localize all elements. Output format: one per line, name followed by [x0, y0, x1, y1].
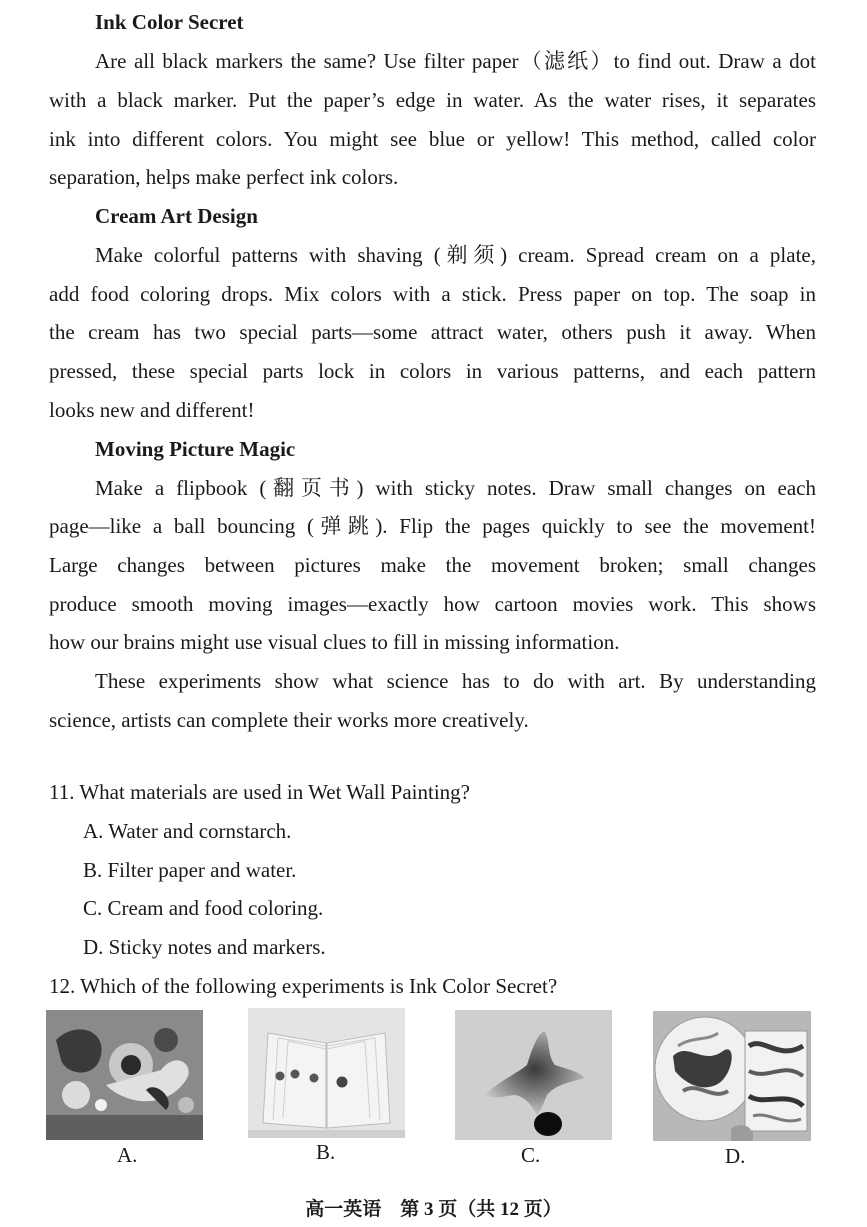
paragraph-line: looks new and different!: [49, 398, 255, 422]
paragraph-line: the cream has two special parts—some attract water, others push it away. When: [49, 320, 816, 344]
paragraph-line: how our brains might use visual clues to fill in missing information.: [49, 630, 620, 654]
paragraph-line: These experiments show what science has to do with art. By understanding: [95, 669, 816, 693]
page-footer: 高一英语 第 3 页（共 12 页）: [305, 1199, 562, 1220]
question-11-option-a: A. Water and cornstarch.: [83, 819, 292, 843]
question-11-option-c: C. Cream and food coloring.: [83, 896, 324, 920]
picture-b-label: B.: [316, 1140, 336, 1164]
paragraph-line: Make colorful patterns with shaving (剃须) cream. Spread cream on a plate,: [95, 243, 816, 267]
picture-d-cream-art: [653, 1011, 811, 1141]
paragraph-line: Large changes between pictures make the movement broken; small changes: [49, 553, 816, 577]
paragraph-line: page—like a ball bouncing (弹跳). Flip the pages quickly to see the movement!: [49, 514, 816, 538]
question-11-stem: 11. What materials are used in Wet Wall Painting?: [49, 780, 470, 804]
picture-c-label: C.: [521, 1143, 541, 1167]
paragraph-line: ink into different colors. You might see blue or yellow! This method, called color: [49, 127, 816, 151]
heading-ink-color-secret: Ink Color Secret: [95, 10, 244, 34]
question-11-option-d: D. Sticky notes and markers.: [83, 935, 326, 959]
picture-c-ink-chromatography: [455, 1010, 612, 1140]
picture-d-label: D.: [725, 1144, 746, 1168]
picture-b-flipbook: [248, 1008, 405, 1138]
paragraph-line: with a black marker. Put the paper’s edge in water. As the water rises, it separates: [49, 88, 816, 112]
heading-cream-art-design: Cream Art Design: [95, 204, 258, 228]
paragraph-line: produce smooth moving images—exactly how cartoon movies work. This shows: [49, 592, 816, 616]
picture-a-graffiti-wall: [46, 1010, 203, 1140]
paragraph-line: science, artists can complete their works more creatively.: [49, 708, 529, 732]
paragraph-line: add food coloring drops. Mix colors with a stick. Press paper on top. The soap in: [49, 282, 816, 306]
paragraph-line: Make a flipbook (翻页书) with sticky notes. Draw small changes on each: [95, 476, 816, 500]
picture-a-label: A.: [117, 1143, 138, 1167]
question-12-stem: 12. Which of the following experiments is Ink Color Secret?: [49, 974, 558, 998]
paragraph-line: separation, helps make perfect ink colors.: [49, 165, 399, 189]
heading-moving-picture-magic: Moving Picture Magic: [95, 437, 296, 461]
paragraph-line: pressed, these special parts lock in colors in various patterns, and each pattern: [49, 359, 816, 383]
paragraph-line: Are all black markers the same? Use filter paper（滤纸）to find out. Draw a dot: [95, 49, 816, 73]
question-11-option-b: B. Filter paper and water.: [83, 858, 297, 882]
